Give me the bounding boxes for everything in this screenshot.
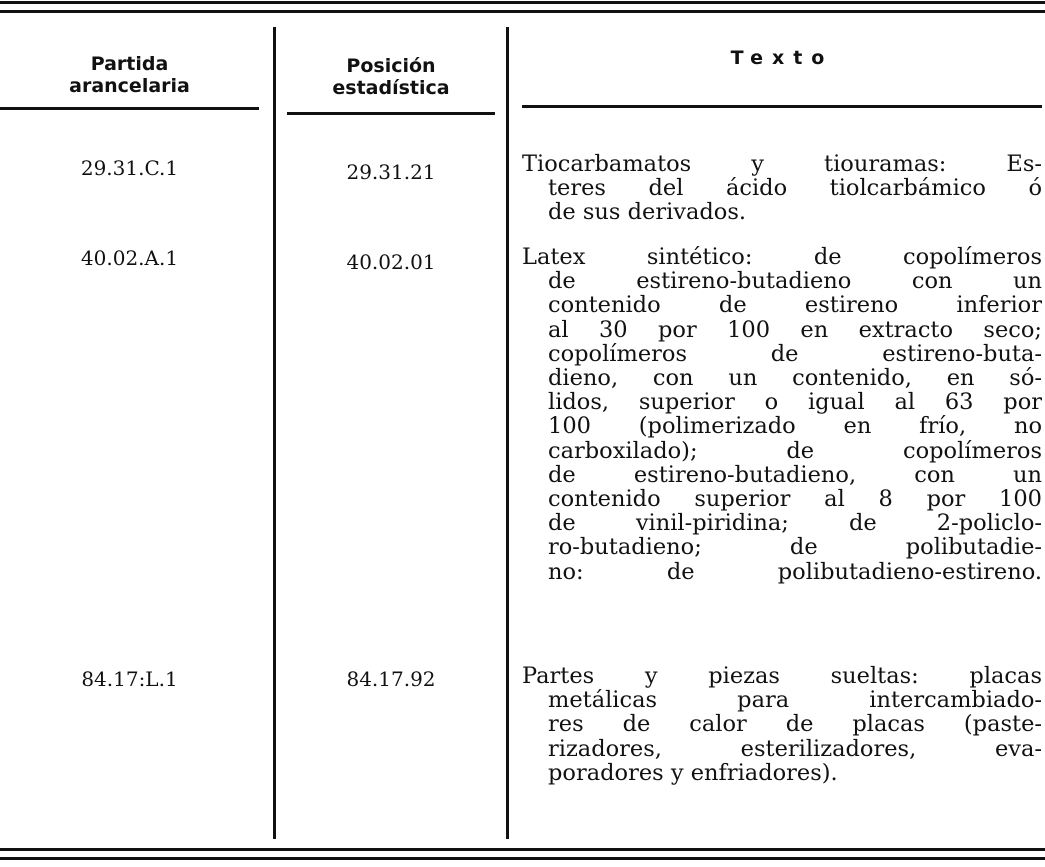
row-2-texto-line: contenido de estireno inferior (548, 292, 1042, 319)
row-1-texto (522, 152, 1042, 225)
row-2-texto-line: dieno, con un contenido, en só- (548, 365, 1042, 392)
row-1-texto-line: de sus derivados. (548, 199, 747, 226)
row-2-posicion: 40.02.01 (346, 250, 436, 274)
top-rule-2 (0, 10, 1045, 13)
row-3-texto-line: metálicas para intercambiado- (548, 687, 1042, 714)
row-2-texto-line: de estireno-butadieno, con un (548, 461, 1042, 488)
row-1-texto-line: Tiocarbamatos y tiouramas: Es- (522, 151, 1042, 177)
bottom-rule-2 (0, 857, 1045, 860)
top-rule-1 (0, 1, 1045, 4)
row-2-texto-line: 100 (polimerizado en frío, no (548, 413, 1042, 440)
row-3-texto-line: Partes y piezas sueltas: placas (522, 663, 1042, 689)
row-3-posicion: 84.17.92 (346, 667, 436, 691)
row-2-texto-line: de estireno-butadieno con un (548, 268, 1042, 295)
row-2-texto-line: lidos, superior o igual al 63 por (548, 389, 1042, 416)
row-3-texto-line: res de calor de placas (paste- (548, 711, 1042, 738)
row-3-partida: 84.17:L.1 (81, 667, 178, 691)
row-2-texto-line: contenido superior al 8 por 100 (548, 486, 1042, 513)
row-2-texto-line: de vinil-piridina; de 2-policlo- (548, 510, 1042, 537)
header-partida-line-2: arancelaria (69, 75, 190, 97)
bottom-rule-1 (0, 848, 1045, 851)
row-3-texto-line: poradores y enfriadores). (548, 759, 838, 786)
row-1-partida: 29.31.C.1 (80, 156, 179, 180)
header-underline-texto (522, 105, 1042, 108)
header-posicion-estadistica (287, 55, 495, 99)
row-2-texto-line: no: de polibutadieno-estireno. (548, 558, 1042, 585)
header-underline-posicion (287, 112, 495, 115)
row-2-texto (522, 245, 1042, 584)
row-2-texto-line: ro-butadieno; de polibutadie- (548, 534, 1042, 561)
row-2-texto-line: al 30 por 100 en extracto seco; (548, 316, 1042, 343)
header-texto-label: Texto (730, 47, 834, 69)
column-divider-1 (273, 27, 276, 839)
header-partida-arancelaria (0, 53, 259, 97)
header-underline-partida (0, 107, 259, 110)
header-posicion-line-2: estadística (332, 77, 450, 99)
row-1-texto-line: teres del ácido tiolcarbámico ó (548, 175, 1042, 202)
row-3-texto (522, 664, 1042, 785)
row-2-texto-line: Latex sintético: de copolímeros (522, 244, 1042, 270)
column-divider-2 (506, 27, 509, 839)
row-2-partida: 40.02.A.1 (80, 246, 179, 270)
row-3-texto-line: rizadores, esterilizadores, eva- (548, 735, 1042, 762)
header-posicion-line-1: Posición (346, 55, 436, 77)
row-2-texto-line: copolímeros de estireno-buta- (548, 340, 1042, 367)
header-partida-line-1: Partida (90, 53, 169, 75)
row-1-posicion: 29.31.21 (346, 160, 436, 184)
row-2-texto-line: carboxilado); de copolímeros (548, 437, 1042, 464)
header-texto (522, 47, 1042, 69)
